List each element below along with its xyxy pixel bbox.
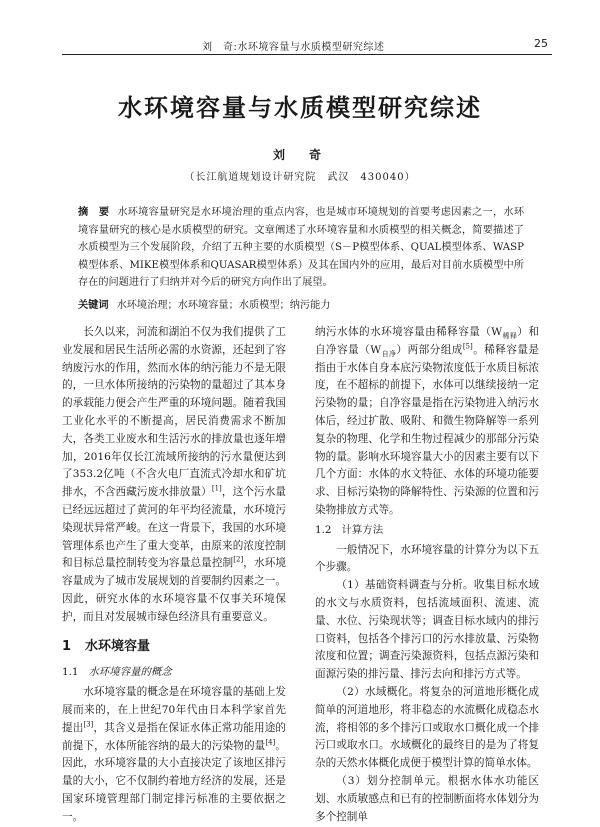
citation-2: [2] — [233, 555, 244, 564]
section-1-1-number: 1.1 — [62, 666, 79, 679]
citation-3: [3] — [83, 720, 94, 729]
intro-paragraph — [62, 324, 286, 627]
keywords-label: 关键词 — [78, 300, 109, 311]
intro-text-b: ，这个污水量已经远远超过了黄河的年平均径流量，水环境污染现状异常严峻。在这一背景下，我国的水环境管理体系也产生了重大变革，由原来的浓度控制和目标总量控制转变为容量总量控制 — [62, 486, 287, 570]
composition-text-d: 。稀释容量是指由于水体自身本底污染物浓度低于水质目标浓度，在不超标的前提下，水体可以继续接纳一定污染物的量；自净容量是指在污染物进入纳污水体后，经过扩散、吸附、和微生物降解等一系列复杂的物理、化学和生物过程减少的那部分污染物的量。影响水环境容量大小的因素主要有以下几个方面：水体的水文特征、水体的环境功能要求、目标污染物的降解特性、污染源的位置和污染物排放方式等。 — [315, 343, 540, 516]
composition-text-c: ）两部分组成 — [396, 343, 463, 356]
paper-title: 水环境容量与水质模型研究综述 — [118, 94, 482, 122]
intro-text-a: 长久以来，河流和湖泊不仅为我们提供了工业发展和居民生活所必需的水资源，还起到了容纳废污水的作用，然而水体的纳污能力不是无限的，一旦水体所接纳的污染物的量超过了其本身的承载能力便会产生严重的环境问题。随着我国工业化水平的不断提高，居民消费需求不断加大，各类工业废水和生活污水的排放量也逐年增加，2016年仅长江流域所接纳的污水量便达到了353.2亿吨（不含火电厂直流式冷却水和矿坑排水，不含西藏污废水排放量） — [62, 326, 286, 499]
left-column — [62, 324, 286, 827]
citation-1: [1] — [211, 484, 222, 493]
subscript-dilution: 稀释 — [502, 332, 518, 341]
page-number: 25 — [534, 37, 548, 50]
step-3-paragraph: （3）划分控制单元。根据水体水功能区划、水质敏感点和已有的控制断面将水体划分为多个控制单 — [315, 774, 539, 823]
citation-5: [5] — [462, 342, 473, 351]
section-1-2-number: 1.2 — [315, 523, 332, 536]
section-1-2-heading — [315, 522, 539, 540]
section-1-1-title: 水环境容量的概念 — [88, 666, 172, 679]
steps-intro-paragraph: 一般情况下，水环境容量的计算分为以下五个步骤。 — [315, 543, 539, 574]
abstract — [78, 204, 524, 292]
concept-text-a: 水环境容量的概念是在环境容量的基础上发展而来的，在上世纪70年代由日本科学家首先提出 — [62, 686, 286, 734]
step-2-paragraph: （2）水域概化。将复杂的河道地形概化成简单的河道地形，将非稳态的水流概化成稳态水流，将相邻的多个排污口或取水口概化成一个排污口或取水口。水域概化的最终目的是为了将复杂的天然水体概化成便于模型计算的简单水体。 — [315, 685, 539, 770]
section-1-title: 水环境容量 — [85, 638, 151, 654]
step-1-paragraph: （1）基础资料调查与分析。收集目标水域的水文与水质资料，包括流域面积、流速、流量、水位、污染现状等；调查目标水域内的排污口资料，包括各个排污口的污水排放量、污染物浓度和位置；调查污染源资料，包括点源污染和面源污染的排污量、排污去向和排污方式等。 — [315, 579, 539, 681]
abstract-text: 水环境容量研究是水环境治理的重点内容，也是城市环境规划的首要考虑因素之一，水环境容量研究的核心是水质模型的研究。文章阐述了水环境容量和水质模型的相关概念，简要描述了水质模型为三个发展阶段，介绍了五种主要的水质模型（S－P模型体系、QUAL模型体系、WASP模型体系、MIKE模型体系和QUASAR模型体系）及其在国内外的应用，最后对目前水质模型中所存在的问题进行了归纳并对今后的研究方向作出了展望。 — [78, 207, 525, 288]
composition-text-a: 纳污水体的水环境容量由稀释容量（W — [315, 326, 503, 338]
running-header — [62, 34, 552, 55]
concept-paragraph — [62, 684, 286, 826]
concept-text-b: ，其含义是指在保证水体正常功能用途的前提下，水体所能容纳的最大的污染物的量 — [62, 721, 287, 752]
composition-text-b: ）和自净容量（W — [315, 326, 539, 356]
section-1-2-title: 计算方法 — [341, 523, 384, 536]
author-affiliation: （长江航道规划设计研究院 武汉 430040） — [184, 172, 416, 183]
keywords-text: 水环境治理；水环境容量；水质模型；纳污能力 — [116, 300, 331, 311]
section-1-number: 1 — [62, 638, 72, 654]
capacity-composition-paragraph — [315, 324, 539, 520]
right-column — [315, 324, 539, 826]
concept-text-c: 。因此，水环境容量的大小直接决定了该地区排污量的大小，它不仅制约着地方经济的发展，还是国家环境管理部门制定排污标准的主要依据之一。 — [62, 739, 287, 823]
citation-4: [4] — [265, 738, 276, 746]
subscript-selfpurification: 自净 — [381, 349, 397, 358]
keywords — [78, 297, 524, 314]
running-title: 刘 奇:水环境容量与水质模型研究综述 — [202, 42, 385, 53]
author-name: 刘 奇 — [272, 148, 327, 162]
section-1-heading — [62, 638, 286, 656]
intro-text-c: ，水环境容量成为了城市发展规划的首要制约因素之一。因此，研究水体的水环境容量不仅事关环境保护，而且对发展城市绿色经济具有重要意义。 — [62, 557, 287, 623]
section-1-1-heading — [62, 664, 286, 682]
abstract-label: 摘 要 — [78, 207, 110, 218]
